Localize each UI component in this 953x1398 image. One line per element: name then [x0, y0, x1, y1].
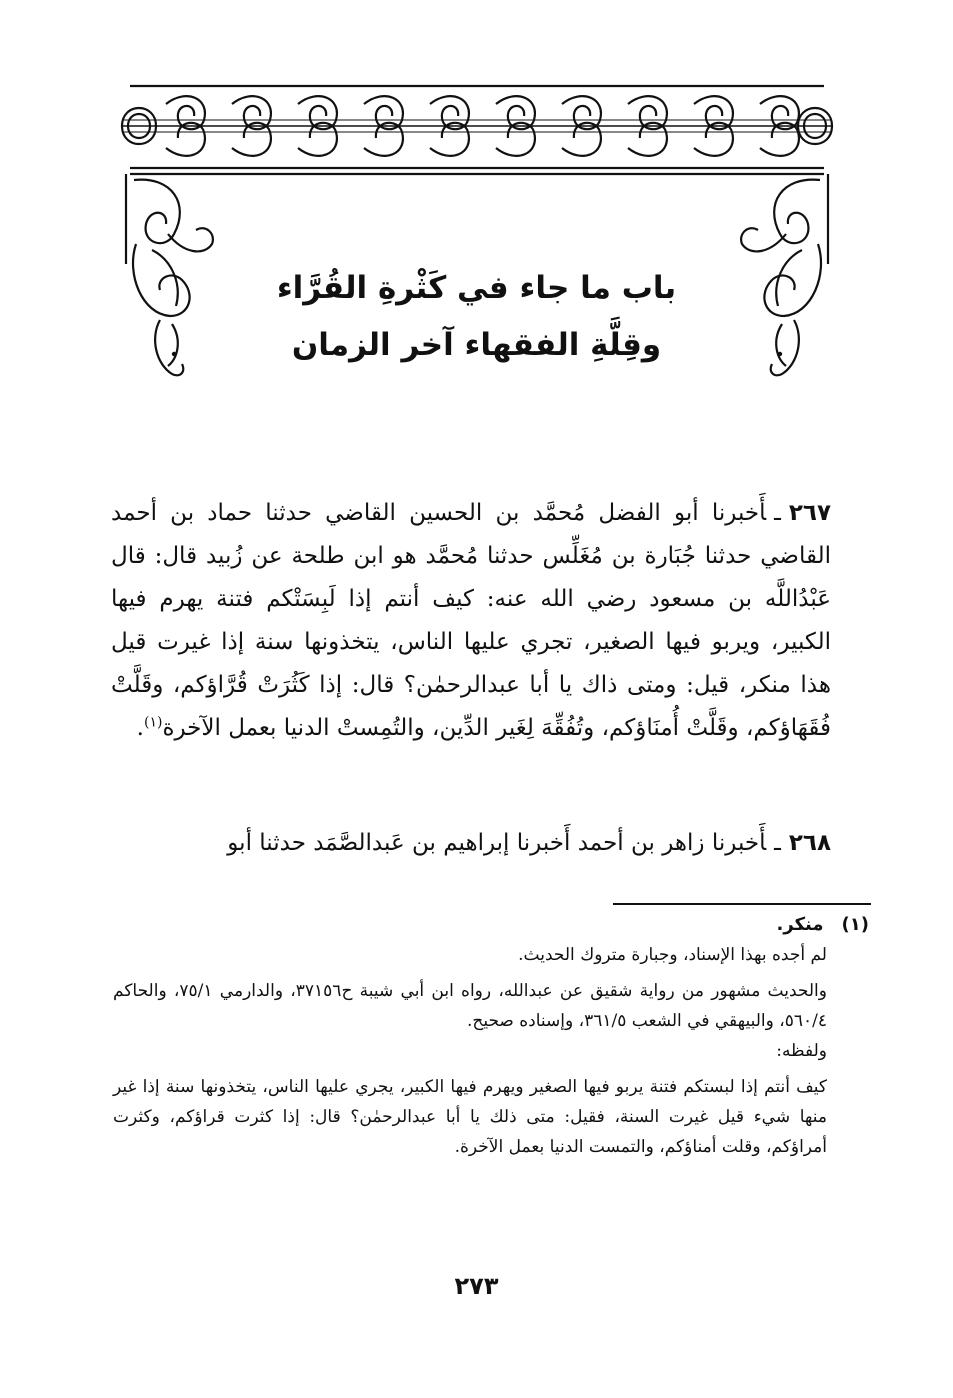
footnote-reference[interactable]: (١) [143, 714, 163, 731]
footnote-paragraph: ولفظه: [776, 1041, 827, 1061]
entry-text: أَخبرنا زاهر بن أحمد أَخبرنا إبراهيم بن عَبدالصَّمَد حدثنا أبو [227, 830, 767, 856]
entry-separator: ـ [774, 830, 781, 856]
entry-separator: ـ [774, 500, 781, 526]
footnote-body [113, 940, 827, 1162]
page-number: ٢٧٣ [454, 1272, 499, 1300]
footnote-heading [113, 910, 869, 940]
entry-text: أَخبرنا أبو الفضل مُحمَّد بن الحسين القاضي حدثنا حماد بن أحمد القاضي حدثنا جُبَارة بن مُغَلِّس حدثنا مُحمَّد هو ابن طلحة عن زُبيد قال: قال عَبْدُاللَّه بن مسعود رضي الله عنه: كيف أنتم إذا لَبِسَتْكم فتنة يهرم فيها الكبير، ويربو فيها الصغير، تجري عليها الناس، يتخذونها سنة إذا غيرت قيل هذا منكر، قيل: ومتى ذاك يا أبا عبدالرحمٰن؟ قال: إذا كَثُرَتْ قُرَّاؤكم، وقَلَّتْ فُقَهَاؤكم، وقَلَّتْ أُمنَاؤكم، وتُفُقِّهَ لِغَير الدِّين، والتُمِستْ الدنيا بعمل الآخرة [111, 500, 831, 741]
footnote-verdict: منكر. [776, 914, 824, 935]
footnotes-section [113, 910, 869, 1162]
footnote-paragraph: كيف أنتم إذا لبستكم فتنة يربو فيها الصغير ويهرم فيها الكبير، يجري عليها الناس، يتخذونها سنة إذا غير منها شيء قيل غيرت السنة، فقيل: متى ذلك يا أبا عبدالرحمٰن؟ قال: إذا كثرت قراؤكم، وكثرت أمراؤكم، وقلت أمناؤكم، والتمست الدنيا بعمل الآخرة. [113, 1077, 827, 1157]
hadith-entry-267 [111, 492, 831, 750]
footnote-divider [613, 903, 871, 905]
footnote-paragraph: والحديث مشهور من رواية شقيق عن عبدالله، رواه ابن أبي شيبة ح٣٧١٥٦، والدارمي ٧٥/١، والحاكم ٥٦٠/٤، والبيهقي في الشعب ٣٦١/٥، وإسناده صحيح. [113, 981, 827, 1031]
footnote-marker: (١) [841, 914, 869, 935]
entry-number: ٢٦٧ [788, 500, 831, 526]
entry-number: ٢٦٨ [788, 830, 831, 856]
entry-end-mark: . [136, 715, 144, 741]
chapter-title-line-2: وقِلَّةِ الفقهاء آخر الزمان [291, 327, 662, 363]
hadith-entry-268 [111, 822, 831, 865]
chapter-title-line-1: باب ما جاء في كَثْرةِ القُرَّاء [276, 270, 677, 306]
footnote-paragraph: لم أجده بهذا الإسناد، وجبارة متروك الحديث. [518, 945, 827, 965]
